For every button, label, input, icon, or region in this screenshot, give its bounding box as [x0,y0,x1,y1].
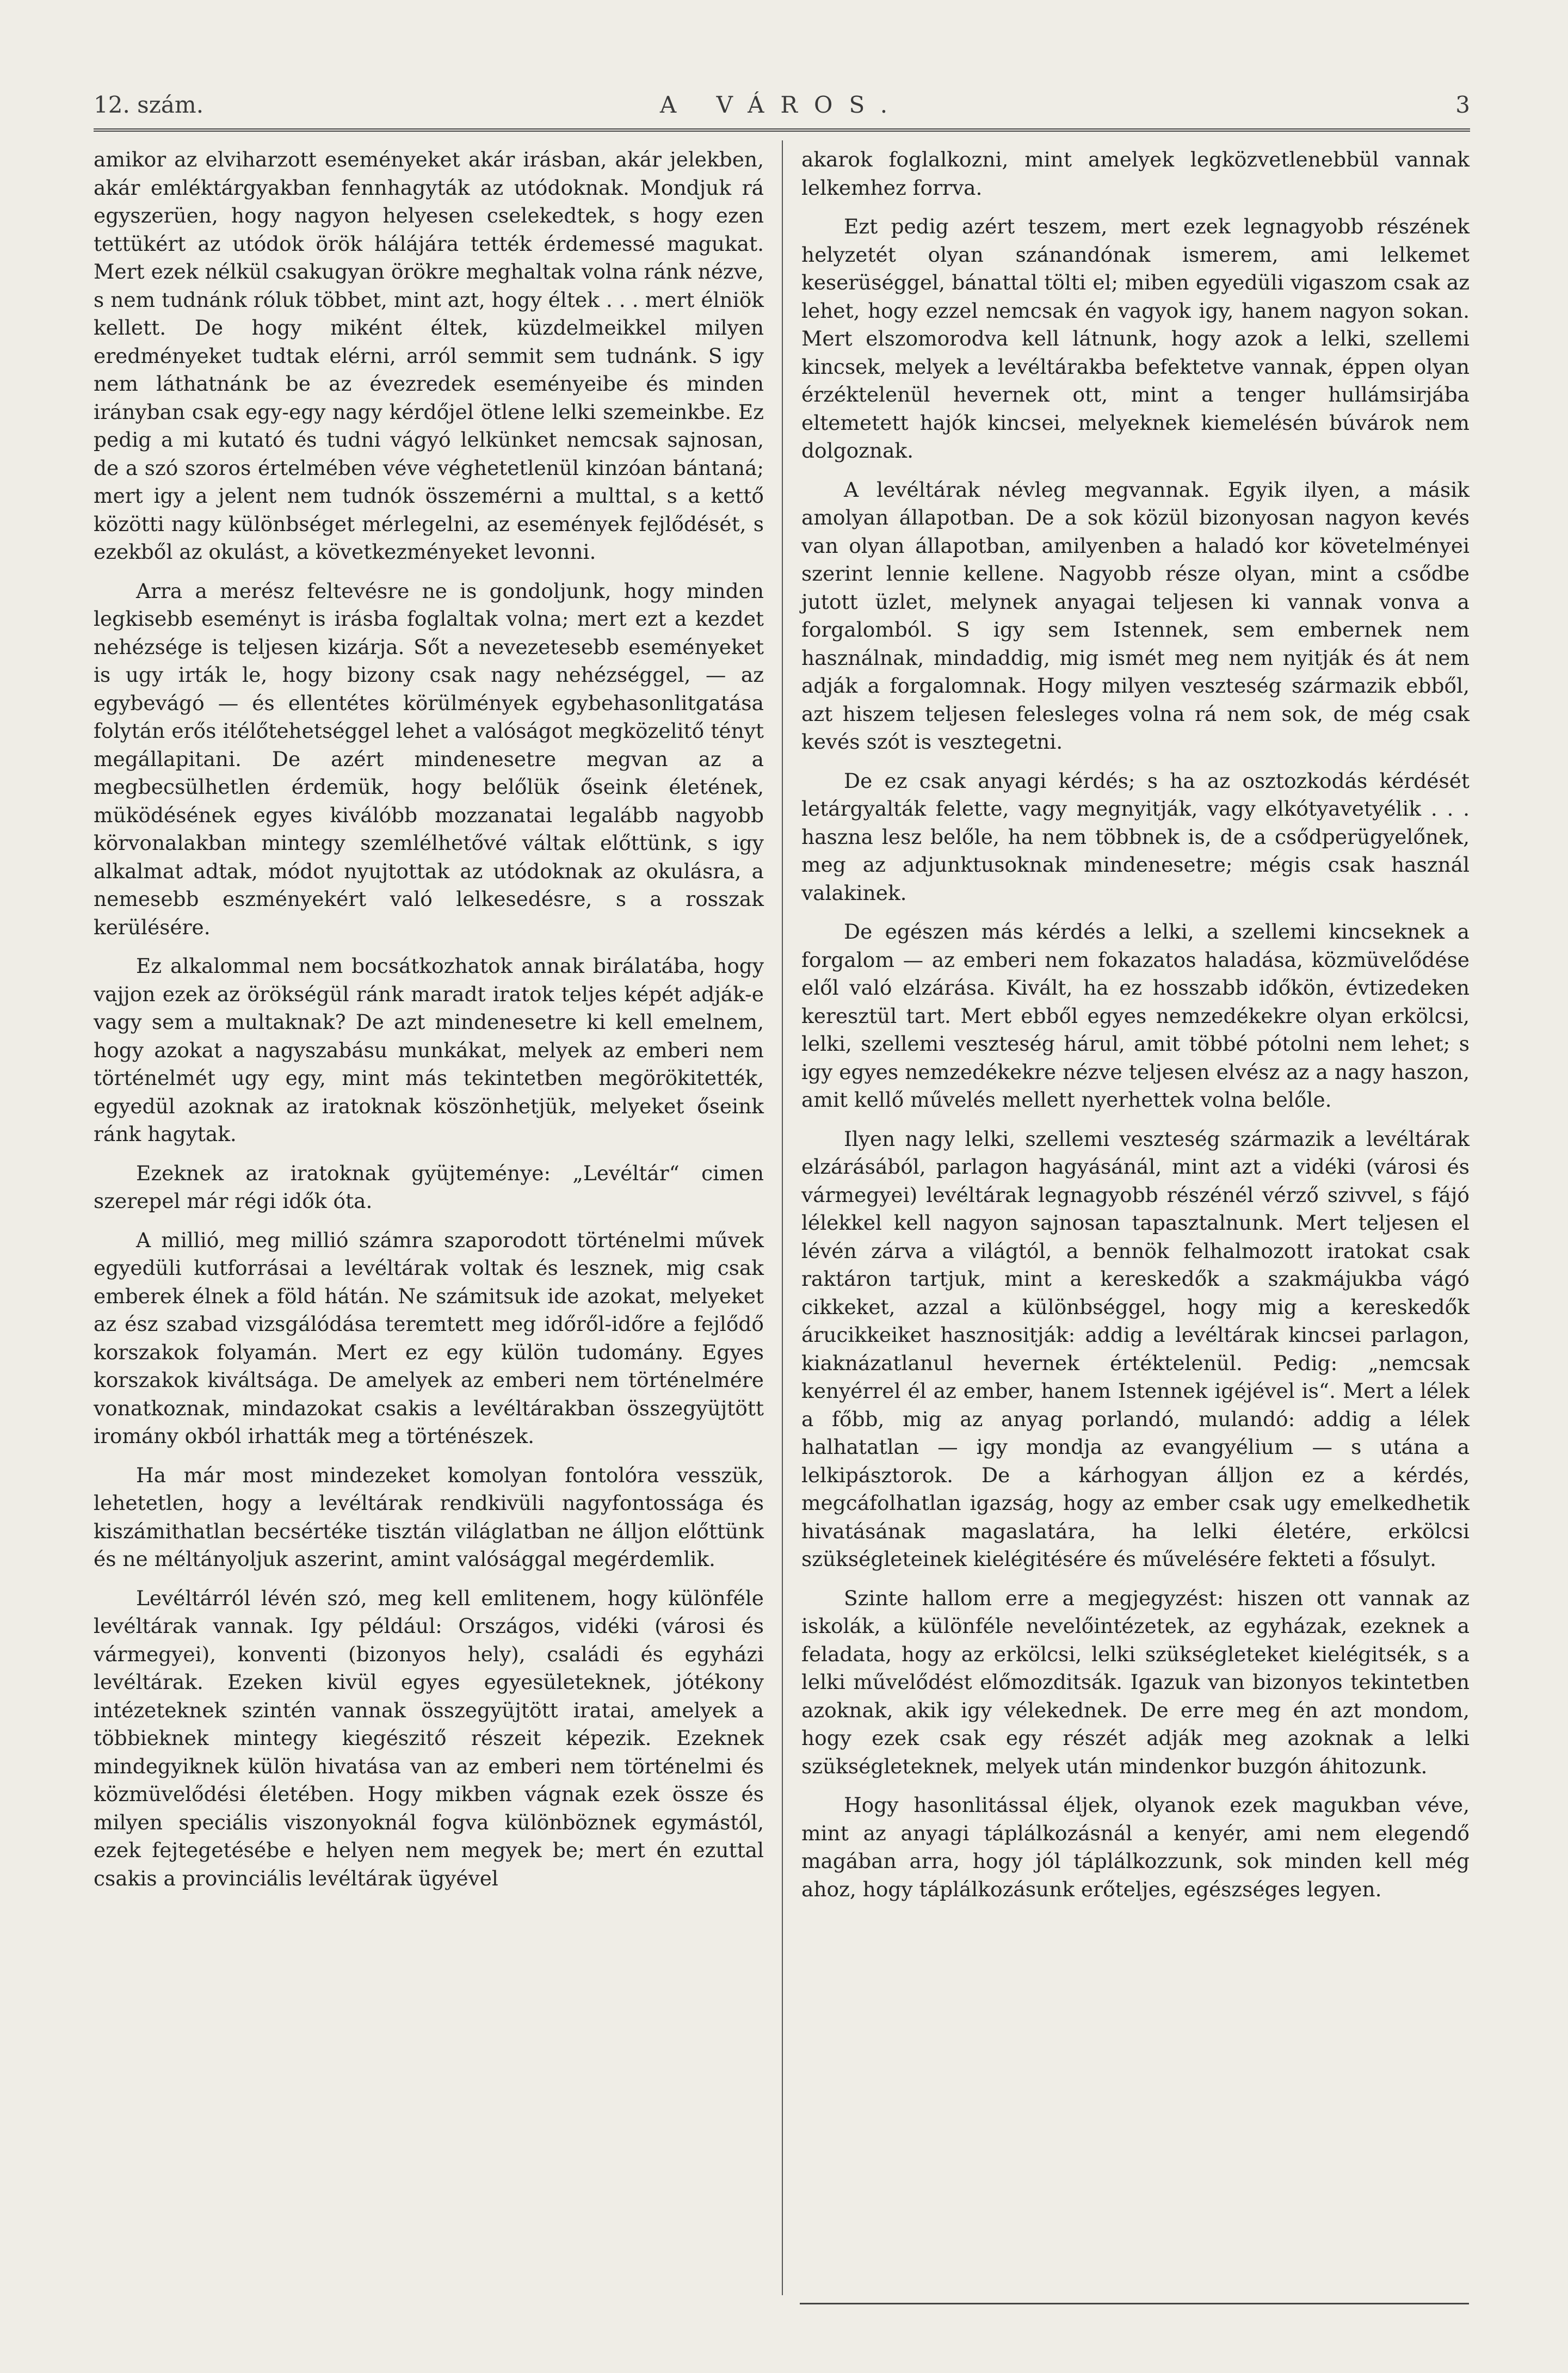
paragraph: Ezeknek az iratoknak gyüjteménye: „Levéltár“ cimen szerepel már régi idők óta. [94,1161,764,1213]
paragraph: Arra a merész feltevésre ne is gondoljunk, hogy minden legkisebb eseményt is irásba foglaltak volna; mert ezt a kezdet nehézsége is teljesen kizárja. Sőt a nevezetesebb eseményeket is ugy irták le, hogy bizony csak nagy nehézséggel, — az egybevágó — és ellentétes körülmények egybehasonlitgatása folytán erős itélőtehetséggel lehet a valóságot megközelitő tényt megállapitani. De azért mindenesetre megvan az a megbecsülhetlen érdemük, hogy belőlük őseink életének, müködésének egyes kiválóbb mozzanatai legalább nagyobb körvonalakban mintegy szemlélhetővé váltak előttünk, s igy alkalmat adtak, módot nyujtottak az utódoknak az okulásra, a nemesebb eszményekért való lelkesedésre, s a rosszak kerülésére. [94,578,764,939]
paragraph: Ez alkalommal nem bocsátkozhatok annak birálatába, hogy vajjon ezek az örökségül ránk maradt iratok teljes képét adják-e vagy sem a multaknak? De azt mindenesetre ki kell emelnem, hogy azokat a nagyszabásu munkákat, melyek az emberi nem történelmét ugy egy, mint más tekintetben megörökitették, egyedül azoknak az iratoknak köszönhetjük, melyeket őseink ránk hagytak. [94,954,764,1146]
masthead-title: A VÁROS. [659,91,904,118]
paragraph: akarok foglalkozni, mint amelyek legközvetlenebbül vannak lelkemhez forrva. [801,147,1470,200]
issue-number: 12. szám. [94,91,204,118]
page-number: 3 [1455,91,1470,118]
paragraph: Ha már most mindezeket komolyan fontolóra vesszük, lehetetlen, hogy a levéltárak rendkivüli nagyfontossága és kiszámithatlan becsértéke tisztán világlatban ne álljon előttünk és ne méltányoljuk aszerint, amint valósággal megérdemlik. [94,1463,764,1571]
header-rule [94,128,1470,132]
column-separator [782,140,783,2295]
paragraph: Szinte hallom erre a megjegyzést: hiszen ott vannak az iskolák, a különféle nevelőintézetek, az egyházak, ezeknek a feladata, hogy az erkölcsi, lelki szükségleteket kielégitsék, s a lelki művelődést előmozditsák. Igazuk van bizonyos tekintetben azoknak, akik igy vélekednek. De erre meg én azt mondom, hogy ezek csak egy részét adják meg azoknak a lelki szükségleteknek, melyek után mindenkor buzgón áhitozunk. [801,1586,1470,1778]
paragraph: amikor az elviharzott eseményeket akár irásban, akár jelekben, akár emléktárgyakban fennhagyták az utódoknak. Mondjuk rá egyszerüen, hogy nagyon helyesen cselekedtek, s hogy ezen tettükért az utódok örök hálájára tették érdemessé magukat. Mert ezek nélkül csakugyan örökre meghaltak volna ránk nézve, s nem tudnánk róluk többet, mint azt, hogy éltek . . . mert élniök kellett. De hogy miként éltek, küzdelmeikkel milyen eredményeket tudtak elérni, arról semmit sem tudnánk. S igy nem láthatnánk be az évezredek eseményeibe és minden irányban csak egy-egy nagy kérdőjel ötlene lelki szemeinkbe. Ez pedig a mi kutató és tudni vágyó lelkünket nemcsak sajnosan, de a szó szoros értelmében véve véghetetlenül kinzóan bántaná; mert igy a jelent nem tudnók összemérni a multtal, s a kettő közötti nagy különbséget mérlegelni, az események fejlődését, s ezekből az okulást, a következményeket levonni. [94,147,764,564]
paragraph: A millió, meg millió számra szaporodott történelmi művek egyedüli kutforrásai a levéltárak voltak és lesznek, mig csak emberek élnek a föld hátán. Ne számitsuk ide azokat, melyeket az ész szabad vizsgálódása teremtett meg időről-időre a fejlődő korszakok folyamán. Mert ez egy külön tudomány. Egyes korszakok kiváltsága. De amelyek az emberi nem történelmére vonatkoznak, mindazokat csakis a levéltárakban összegyüjtött iromány okból irhatták meg a történészek. [94,1228,764,1448]
left-column [94,146,764,1903]
paragraph: A levéltárak névleg megvannak. Egyik ilyen, a másik amolyan állapotban. De a sok közül bizonyosan nagyon kevés van olyan állapotban, amilyenben a haladó kor követelményei szerint lennie kellene. Nagyobb része olyan, mint a csődbe jutott üzlet, melynek anyagai teljesen ki vannak vonva a forgalomból. S igy sem Istennek, sem embernek nem használnak, mindaddig, mig ismét meg nem nyitják és át nem adják a forgalomnak. Hogy milyen veszteség származik ebből, azt hiszem teljesen felesleges volna rá nem sok, de még csak kevés szót is vesztegetni. [801,477,1470,754]
paragraph: Ezt pedig azért teszem, mert ezek legnagyobb részének helyzetét olyan szánandónak ismerem, ami lelkemet keserüséggel, bánattal tölti el; miben egyedüli vigaszom csak az lehet, hogy ezzel nemcsak én vagyok igy, hanem nagyon sokan. Mert elszomorodva kell látnunk, hogy azok a lelki, szellemi kincsek, melyek a levéltárakba befektetve vannak, éppen olyan érzéktelenül hevernek ott, mint a tenger hullámsirjába eltemetett hajók kincsei, melyeknek kiemelésén búvárok nem dolgoznak. [801,214,1470,463]
paragraph: Hogy hasonlitással éljek, olyanok ezek magukban véve, mint az anyagi táplálkozásnál a kenyér, ami nem elegendő magában arra, hogy jól táplálkozzunk, sok minden kell még ahoz, hogy táplálkozásunk erőteljes, egészséges legyen. [801,1793,1470,1901]
footer-rule [800,2303,1469,2304]
right-column [801,146,1470,1914]
paragraph: De egészen más kérdés a lelki, a szellemi kincseknek a forgalom — az emberi nem fokazatos haladása, közmüvelődése elől való elzárása. Kivált, ha ez hosszabb időkön, évtizedeken keresztül tart. Mert ebből egyes nemzedékekre olyan erkölcsi, lelki, szellemi veszteség hárul, amit többé pótolni nem lehet; s igy egyes nemzedékekre nézve teljesen elvész az a nagy haszon, amit kellő művelés mellett nyerhettek volna belőle. [801,920,1470,1112]
paragraph: De ez csak anyagi kérdés; s ha az osztozkodás kérdését letárgyalták felette, vagy megnyitják, vagy elkótyavetyélik . . . haszna lesz belőle, ha nem többnek is, de a csődperügyelőnek, meg az adjunktusoknak mindenesetre; mégis csak használ valakinek. [801,768,1470,905]
paragraph: Levéltárról lévén szó, meg kell emlitenem, hogy különféle levéltárak vannak. Igy például: Országos, vidéki (városi és vármegyei), konventi (bizonyos hely), családi és egyházi levéltárak. Ezeken kivül egyes egyesületeknek, jótékony intézeteknek szintén vannak összegyüjtött iratai, amelyek a többieknek mintegy kiegészitő részeit képezik. Ezeknek mindegyiknek külön hivatása van az emberi nem történelmi és közmüvelődési életében. Hogy mikben vágnak ezek össze és milyen speciális viszonyoknál fogva különböznek egymástól, ezek fejtegetésébe e helyen nem megyek be; mert én ezuttal csakis a provinciális levéltárak ügyével [94,1586,764,1890]
paragraph: Ilyen nagy lelki, szellemi veszteség származik a levéltárak elzárásából, parlagon hagyásánál, mint azt a vidéki (városi és vármegyei) levéltárak legnagyobb részénél vérző szivvel, s fájó lélekkel kell nagyon sajnosan tapasztalnunk. Mert teljesen el lévén zárva a világtól, a bennök felhalmozott iratokat csak raktáron tartjuk, mint a kereskedők a szakmájukba vágó cikkeket, azzal a különbséggel, hogy mig a kereskedők árucikkeiket hasznositják: addig a levéltárak kincsei parlagon, kiaknázatlanul hevernek értéktelenül. Pedig: „nemcsak kenyérrel él az ember, hanem Istennek igéjével is“. Mert a lélek a főbb, mig az anyag porlandó, mulandó: addig a lélek halhatatlan — igy mondja az evangyélium — s utána a lelkipásztorok. De a kárhogyan álljon ez a kérdés, megcáfolhatlan igazság, hogy az ember csak ugy emelkedhetik hivatásának magaslatára, ha lelki életére, erkölcsi szükségleteinek kielégitésére és művelésére fekteti a fősulyt. [801,1126,1470,1571]
page-header [94,91,1470,130]
